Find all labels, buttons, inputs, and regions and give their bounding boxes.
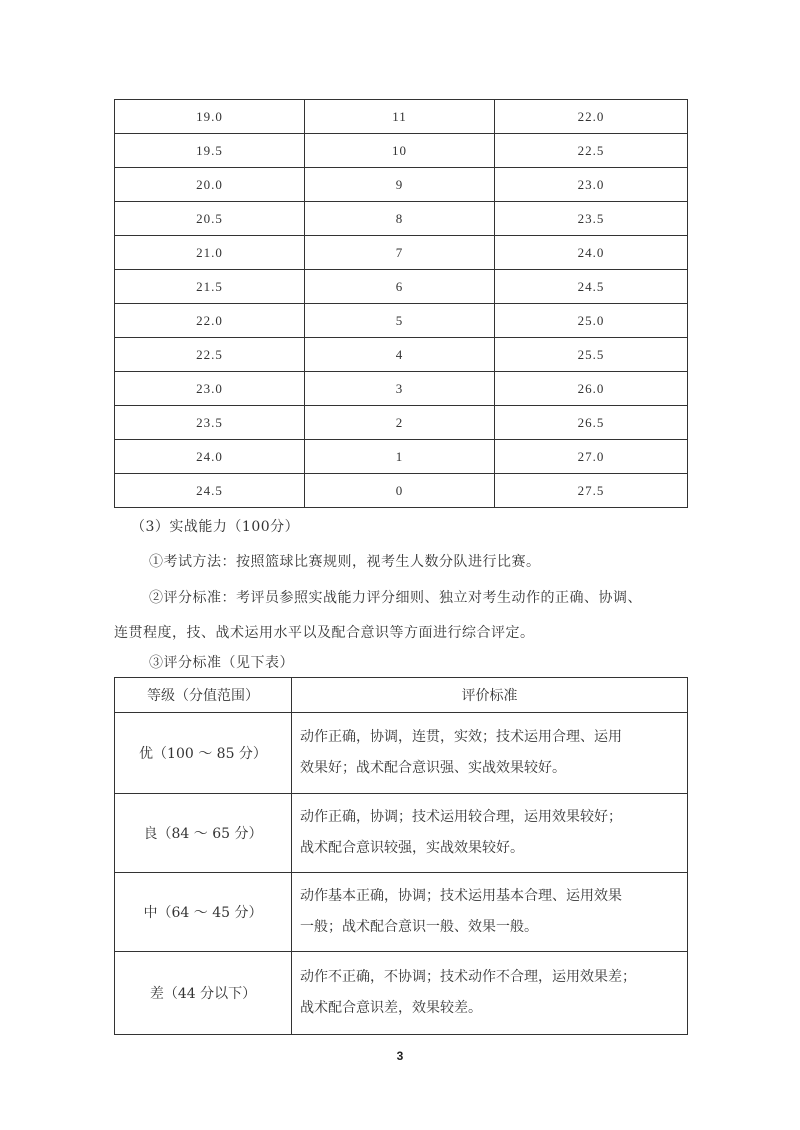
score-cell: 26.5 (495, 406, 688, 440)
page-number: 3 (396, 1049, 404, 1063)
criteria-cell (292, 794, 688, 873)
criteria-line: 动作正确，协调；技术运用较合理，运用效果较好； (300, 809, 622, 825)
score-row (115, 338, 688, 372)
grade-cell: 中（64 ～ 45 分） (115, 873, 292, 952)
score-row (115, 134, 688, 168)
criteria-line: 战术配合意识较强，实战效果较好。 (300, 840, 524, 856)
grading-table-header (115, 678, 688, 713)
criteria-line: 动作正确，协调，连贯，实效；技术运用合理、运用 (300, 729, 622, 745)
grading-row-good (115, 794, 688, 873)
score-cell: 27.5 (495, 474, 688, 508)
score-cell: 9 (305, 168, 495, 202)
score-cell: 25.0 (495, 304, 688, 338)
score-cell: 23.0 (495, 168, 688, 202)
score-cell: 23.5 (115, 406, 305, 440)
score-cell: 22.0 (115, 304, 305, 338)
score-table-body (115, 100, 688, 508)
section-heading: （3）实战能力（100分） (131, 519, 300, 535)
score-cell: 0 (305, 474, 495, 508)
score-cell: 6 (305, 270, 495, 304)
score-cell: 23.0 (115, 372, 305, 406)
score-cell: 24.5 (495, 270, 688, 304)
score-row (115, 406, 688, 440)
scoring-standard-line1: ②评分标准：考评员参照实战能力评分细则、独立对考生动作的正确、协调、 (149, 590, 642, 606)
score-cell: 26.0 (495, 372, 688, 406)
score-cell: 25.5 (495, 338, 688, 372)
score-cell: 21.0 (115, 236, 305, 270)
score-cell: 22.5 (495, 134, 688, 168)
score-cell: 10 (305, 134, 495, 168)
criteria-cell (292, 713, 688, 794)
grade-cell: 良（84 ～ 65 分） (115, 794, 292, 873)
criteria-line: 动作基本正确，协调；技术运用基本合理、运用效果 (300, 888, 622, 904)
score-row (115, 100, 688, 134)
score-cell: 19.0 (115, 100, 305, 134)
score-cell: 7 (305, 236, 495, 270)
score-cell: 20.0 (115, 168, 305, 202)
grade-cell: 差（44 分以下） (115, 952, 292, 1035)
criteria-line: 动作不正确，不协调；技术动作不合理，运用效果差； (300, 969, 636, 985)
score-cell: 20.5 (115, 202, 305, 236)
grading-row-excellent (115, 713, 688, 794)
score-row (115, 474, 688, 508)
score-row (115, 202, 688, 236)
score-row (115, 236, 688, 270)
grading-row-average (115, 873, 688, 952)
score-row (115, 168, 688, 202)
score-cell: 23.5 (495, 202, 688, 236)
score-cell: 4 (305, 338, 495, 372)
grade-cell: 优（100 ～ 85 分） (115, 713, 292, 794)
score-row (115, 270, 688, 304)
grading-row-poor (115, 952, 688, 1035)
score-cell: 1 (305, 440, 495, 474)
score-cell: 24.0 (495, 236, 688, 270)
score-cell: 22.5 (115, 338, 305, 372)
score-cell: 27.0 (495, 440, 688, 474)
score-cell: 3 (305, 372, 495, 406)
grading-table (114, 677, 688, 1035)
score-cell: 2 (305, 406, 495, 440)
header-criteria: 评价标准 (292, 678, 688, 713)
score-table (114, 99, 688, 508)
header-grade: 等级（分值范围） (115, 678, 292, 713)
score-cell: 5 (305, 304, 495, 338)
score-cell: 11 (305, 100, 495, 134)
score-cell: 19.5 (115, 134, 305, 168)
criteria-line: 效果好；战术配合意识强、实战效果较好。 (300, 760, 566, 776)
criteria-cell (292, 952, 688, 1035)
score-row (115, 440, 688, 474)
scoring-standard-line2: 连贯程度，技、战术运用水平以及配合意识等方面进行综合评定。 (114, 625, 535, 641)
score-cell: 8 (305, 202, 495, 236)
criteria-line: 战术配合意识差，效果较差。 (300, 1000, 482, 1016)
table-caption: ③评分标准（见下表） (149, 655, 294, 671)
criteria-cell (292, 873, 688, 952)
score-cell: 24.5 (115, 474, 305, 508)
score-cell: 21.5 (115, 270, 305, 304)
score-row (115, 304, 688, 338)
exam-method: ①考试方法：按照篮球比赛规则，视考生人数分队进行比赛。 (149, 554, 541, 570)
score-row (115, 372, 688, 406)
score-cell: 24.0 (115, 440, 305, 474)
criteria-line: 一般；战术配合意识一般、效果一般。 (300, 919, 538, 935)
score-cell: 22.0 (495, 100, 688, 134)
